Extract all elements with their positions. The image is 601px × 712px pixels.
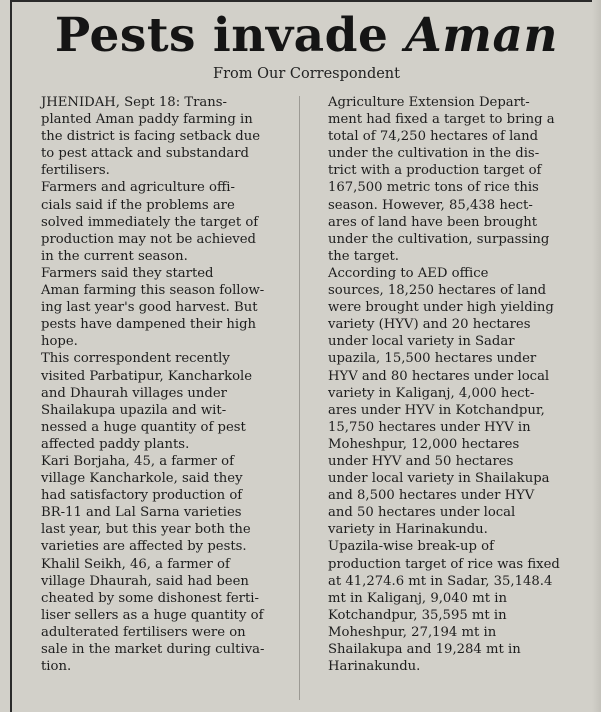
article-paragraph (311, 94, 574, 265)
text-line: Shailakupa and 19,284 mt in (328, 642, 521, 657)
text-line: HYV and 80 hectares under local (328, 368, 550, 384)
text-line: total of 74,250 hectares of land (328, 129, 539, 145)
text-line: and 8,500 hectares under HYV (328, 488, 535, 504)
text-line: Harinakundu. (328, 659, 421, 675)
text-line: last year, but this year both the (41, 522, 251, 538)
article-column-left (24, 94, 288, 675)
left-border-rule (10, 0, 12, 712)
article-paragraph (24, 94, 288, 179)
text-line: Moheshpur, 27,194 mt in (328, 624, 497, 640)
article-paragraph (24, 453, 288, 556)
text-line: pests have dampened their high (41, 317, 257, 333)
text-line: tion. (41, 659, 72, 675)
text-line: Kari Borjaha, 45, a farmer of (41, 453, 234, 469)
text-line: and Dhaurah villages under (41, 385, 227, 401)
text-line: village Kancharkole, said they (41, 471, 243, 487)
text-line: in the current season. (41, 248, 188, 264)
text-line: sources, 18,250 hectares of land (328, 283, 547, 299)
text-line: affected paddy plants. (41, 436, 190, 452)
text-line: at 41,274.6 mt in Sadar, 35,148.4 (328, 573, 553, 589)
text-line: JHENIDAH, Sept 18: Trans- (41, 95, 228, 110)
text-line: variety (HYV) and 20 hectares (328, 317, 531, 333)
top-border-rule (10, 0, 601, 2)
article-paragraph (311, 538, 574, 675)
text-line: ares of land have been brought (328, 214, 538, 230)
text-line: fertilisers. (41, 163, 110, 179)
headline-italic: Aman (405, 8, 559, 63)
text-line: under local variety in Sadar (328, 334, 515, 350)
text-line: season. However, 85,438 hect- (328, 197, 533, 213)
text-line: the target. (328, 248, 399, 264)
text-line: varieties are affected by pests. (41, 539, 247, 555)
article-paragraph (24, 556, 288, 676)
text-line: Moheshpur, 12,000 hectares (328, 436, 520, 452)
text-line: production may not be achieved (41, 231, 256, 247)
text-line: Agriculture Extension Depart- (328, 95, 530, 110)
text-line: BR-11 and Lal Sarna varieties (41, 505, 242, 521)
text-line: According to AED office (328, 265, 489, 281)
text-line: 15,750 hectares under HYV in (328, 419, 531, 435)
text-line: had satisfactory production of (41, 488, 243, 504)
article-paragraph (24, 179, 288, 264)
article-paragraph (24, 350, 288, 453)
text-line: hope. (41, 334, 78, 350)
text-line: Shailakupa upazila and wit- (41, 402, 227, 418)
text-line: Upazila-wise break-up of (328, 539, 494, 555)
text-line: cheated by some dishonest ferti- (41, 590, 259, 606)
headline-main: Pests invade (54, 8, 406, 63)
text-line: ares under HYV in Kotchandpur, (328, 402, 545, 418)
text-line: the district is facing setback due (41, 129, 261, 145)
text-line: Farmers and agriculture offi- (41, 180, 235, 196)
page-edge-shadow (592, 0, 601, 712)
text-line: solved immediately the target of (41, 214, 259, 230)
text-line: cials said if the problems are (41, 197, 235, 213)
text-line: visited Parbatipur, Kancharkole (41, 368, 253, 384)
text-line: variety in Harinakundu. (328, 522, 488, 538)
column-divider (299, 96, 300, 700)
text-line: mt in Kaliganj, 9,040 mt in (328, 590, 507, 606)
text-line: This correspondent recently (41, 351, 230, 367)
text-line: to pest attack and substandard (41, 146, 249, 162)
article-paragraph (311, 265, 574, 539)
text-line: under the cultivation, surpassing (328, 231, 550, 247)
text-line: sale in the market during cultiva- (41, 642, 265, 657)
headline (12, 8, 601, 64)
text-line: upazila, 15,500 hectares under (328, 351, 537, 367)
text-line: 167,500 metric tons of rice this (328, 180, 539, 196)
text-line: Farmers said they started (41, 265, 214, 281)
text-line: Aman farming this season follow- (41, 283, 265, 299)
text-line: liser sellers as a huge quantity of (41, 607, 264, 623)
text-line: trict with a production target of (328, 163, 542, 179)
text-line: under the cultivation in the dis- (328, 146, 540, 162)
text-line: Khalil Seikh, 46, a farmer of (41, 556, 230, 572)
text-line: production target of rice was fixed (328, 556, 560, 572)
text-line: planted Aman paddy farming in (41, 112, 253, 128)
text-line: Kotchandpur, 35,595 mt in (328, 607, 507, 623)
text-line: nessed a huge quantity of pest (41, 419, 246, 435)
text-line: under local variety in Shailakupa (328, 471, 550, 487)
article-column-right (311, 94, 574, 675)
text-line: ing last year's good harvest. But (41, 300, 258, 316)
text-line: adulterated fertilisers were on (41, 624, 246, 640)
text-line: village Dhaurah, said had been (41, 573, 249, 589)
byline: From Our Correspondent (213, 66, 400, 82)
article-paragraph (24, 265, 288, 350)
text-line: under HYV and 50 hectares (328, 453, 514, 469)
text-line: and 50 hectares under local (328, 505, 516, 521)
text-line: variety in Kaliganj, 4,000 hect- (328, 385, 535, 401)
text-line: were brought under high yielding (328, 300, 554, 316)
text-line: ment had fixed a target to bring a (328, 112, 555, 128)
